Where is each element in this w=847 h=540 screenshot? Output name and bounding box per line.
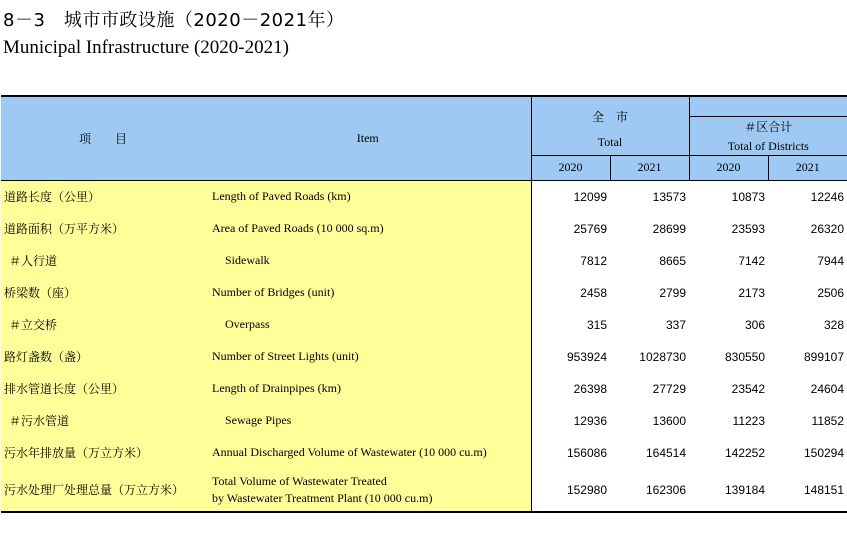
value-cell: 23593 xyxy=(689,213,768,245)
row-label-en: Sewage Pipes xyxy=(205,405,531,437)
value-cell: 328 xyxy=(768,309,847,341)
row-label-en: Overpass xyxy=(205,309,531,341)
value-cell: 11852 xyxy=(768,405,847,437)
row-label-en: Sidewalk xyxy=(205,245,531,277)
value-cell: 7944 xyxy=(768,245,847,277)
row-label-en: Number of Bridges (unit) xyxy=(205,277,531,309)
row-label-en: Area of Paved Roads (10 000 sq.m) xyxy=(205,213,531,245)
value-cell: 2506 xyxy=(768,277,847,309)
value-cell: 830550 xyxy=(689,341,768,373)
value-cell: 156086 xyxy=(531,437,610,469)
value-cell: 24604 xyxy=(768,373,847,405)
row-label-cn: ＃立交桥 xyxy=(1,309,205,341)
value-cell: 7142 xyxy=(689,245,768,277)
value-cell: 148151 xyxy=(768,469,847,512)
value-cell: 26320 xyxy=(768,213,847,245)
item-en-header-label: Item xyxy=(356,130,379,145)
row-label-cn: 路灯盏数（盏） xyxy=(1,341,205,373)
value-cell: 953924 xyxy=(531,341,610,373)
row-label-cn: 道路面积（万平方米） xyxy=(1,213,205,245)
value-cell: 28699 xyxy=(610,213,689,245)
infrastructure-table xyxy=(1,95,847,513)
total-header-en: Total xyxy=(597,134,623,149)
value-cell: 23542 xyxy=(689,373,768,405)
page-title-chinese: 8－3 城市市政设施（2020－2021年） xyxy=(3,10,345,31)
value-cell: 13573 xyxy=(610,180,689,213)
value-cell: 13600 xyxy=(610,405,689,437)
value-cell: 162306 xyxy=(610,469,689,512)
row-label-cn: 道路长度（公里） xyxy=(1,180,205,213)
row-label-cn: 污水年排放量（万立方米） xyxy=(1,437,205,469)
value-cell: 10873 xyxy=(689,180,768,213)
value-cell: 1028730 xyxy=(610,341,689,373)
row-label-en: Length of Paved Roads (km) xyxy=(205,180,531,213)
row-label-cn: 污水处理厂处理总量（万立方米） xyxy=(1,469,205,512)
value-cell: 142252 xyxy=(689,437,768,469)
table-row xyxy=(1,213,847,245)
row-label-cn: 桥梁数（座） xyxy=(1,277,205,309)
total-header-cn: 全 市 xyxy=(592,109,629,124)
row-label-cn: ＃人行道 xyxy=(1,245,205,277)
table-row xyxy=(1,437,847,469)
year-header: 2020 xyxy=(689,155,768,180)
value-cell: 2173 xyxy=(689,277,768,309)
table-row xyxy=(1,180,847,213)
table-row xyxy=(1,245,847,277)
table-row xyxy=(1,277,847,309)
row-label-en-line1: Total Volume of Wastewater Treated xyxy=(212,473,387,488)
value-cell: 899107 xyxy=(768,341,847,373)
year-header: 2021 xyxy=(610,155,689,180)
value-cell: 315 xyxy=(531,309,610,341)
value-cell: 2458 xyxy=(531,277,610,309)
item-cn-header xyxy=(1,96,205,180)
item-cn-header-label: 项 目 xyxy=(78,131,127,146)
total-header xyxy=(531,96,689,155)
value-cell: 12246 xyxy=(768,180,847,213)
table-row xyxy=(1,341,847,373)
row-label-cn: 排水管道长度（公里） xyxy=(1,373,205,405)
districts-header xyxy=(689,116,847,155)
value-cell: 164514 xyxy=(610,437,689,469)
value-cell: 139184 xyxy=(689,469,768,512)
row-label-en: Length of Drainpipes (km) xyxy=(205,373,531,405)
table-row xyxy=(1,469,847,512)
value-cell: 306 xyxy=(689,309,768,341)
districts-header-en: Total of Districts xyxy=(727,138,809,153)
districts-header-cn: ＃区合计 xyxy=(744,119,793,134)
row-label-en: Number of Street Lights (unit) xyxy=(205,341,531,373)
value-cell: 12936 xyxy=(531,405,610,437)
year-header: 2020 xyxy=(531,155,610,180)
table-row xyxy=(1,373,847,405)
value-cell: 27729 xyxy=(610,373,689,405)
table-row xyxy=(1,309,847,341)
value-cell: 2799 xyxy=(610,277,689,309)
year-header: 2021 xyxy=(768,155,847,180)
item-en-header xyxy=(205,96,531,180)
row-label-en: Annual Discharged Volume of Wastewater (10 000 cu.m) xyxy=(205,437,531,469)
row-label-en xyxy=(205,469,531,512)
row-label-cn: ＃污水管道 xyxy=(1,405,205,437)
districts-header-spacer xyxy=(689,96,847,116)
value-cell: 11223 xyxy=(689,405,768,437)
page-title-english: Municipal Infrastructure (2020-2021) xyxy=(3,37,289,58)
value-cell: 7812 xyxy=(531,245,610,277)
row-label-en-line2: by Wastewater Treatment Plant (10 000 cu.m) xyxy=(212,490,433,505)
value-cell: 12099 xyxy=(531,180,610,213)
value-cell: 152980 xyxy=(531,469,610,512)
value-cell: 337 xyxy=(610,309,689,341)
table-row xyxy=(1,405,847,437)
value-cell: 25769 xyxy=(531,213,610,245)
value-cell: 26398 xyxy=(531,373,610,405)
value-cell: 8665 xyxy=(610,245,689,277)
value-cell: 150294 xyxy=(768,437,847,469)
